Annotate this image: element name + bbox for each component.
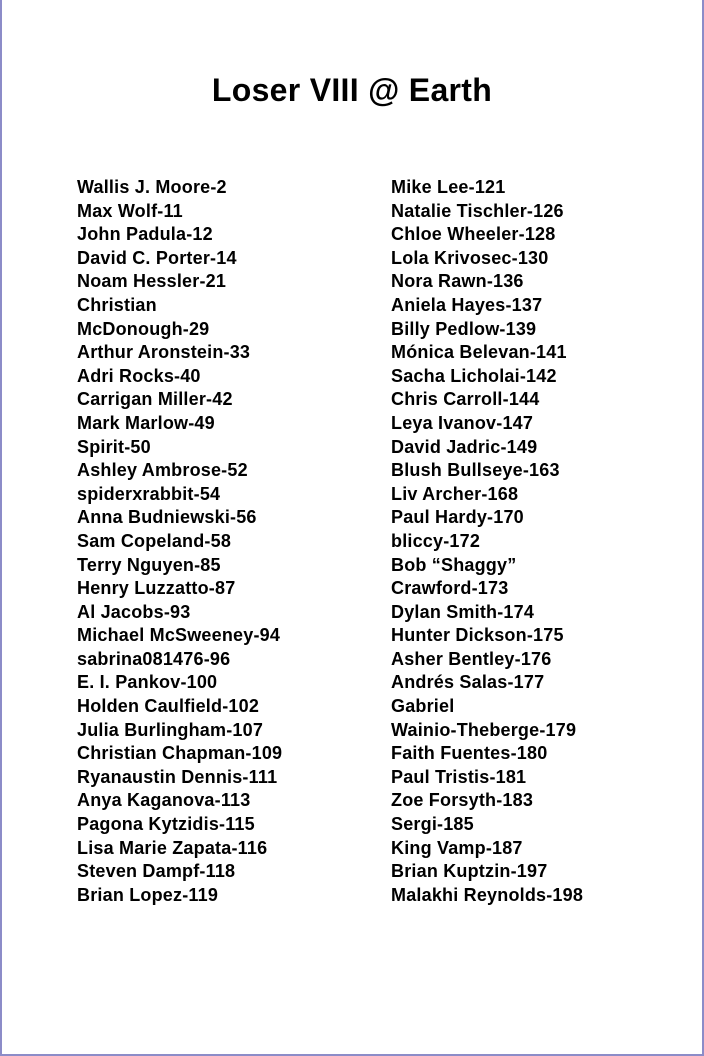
name-list-item: Sam Copeland-58 — [77, 530, 232, 551]
name-list-item: bliccy-172 — [391, 530, 481, 551]
name-list-item: Andrés Salas-177 — [391, 672, 545, 693]
name-list-item: Spirit-50 — [77, 436, 151, 457]
name-list-item: Lola Krivosec-130 — [391, 247, 549, 268]
name-list-item: Max Wolf-11 — [77, 200, 183, 221]
name-list-item: spiderxrabbit-54 — [77, 483, 221, 504]
name-list-item: Wainio-Theberge-179 — [391, 719, 577, 740]
name-list-item: Al Jacobs-93 — [77, 601, 191, 622]
name-list-item: Chris Carroll-144 — [391, 389, 540, 410]
name-list-item: Hunter Dickson-175 — [391, 625, 564, 646]
name-list-item: Paul Hardy-170 — [391, 507, 524, 528]
name-list-item: David Jadric-149 — [391, 436, 538, 457]
name-list-item: Chloe Wheeler-128 — [391, 224, 556, 245]
name-list-item: Malakhi Reynolds-198 — [391, 884, 584, 905]
name-list-item: Natalie Tischler-126 — [391, 200, 564, 221]
name-list-item: Noam Hessler-21 — [77, 271, 227, 292]
name-list-item: McDonough-29 — [77, 318, 210, 339]
name-list-item: Asher Bentley-176 — [391, 648, 552, 669]
name-list-item: Dylan Smith-174 — [391, 601, 535, 622]
name-list-item: Gabriel — [391, 696, 455, 717]
name-list-item: Zoe Forsyth-183 — [391, 790, 534, 811]
name-list-item: Blush Bullseye-163 — [391, 460, 560, 481]
name-list-item: sabrina081476-96 — [77, 648, 231, 669]
name-list-item: Liv Archer-168 — [391, 483, 519, 504]
name-list-item: Ashley Ambrose-52 — [77, 460, 248, 481]
name-list-item: Brian Lopez-119 — [77, 884, 219, 905]
name-list-item: Holden Caulfield-102 — [77, 696, 260, 717]
name-list-item: Leya Ivanov-147 — [391, 412, 534, 433]
name-list-item: Billy Pedlow-139 — [391, 318, 537, 339]
name-list-item: E. I. Pankov-100 — [77, 672, 218, 693]
name-list-item: David C. Porter-14 — [77, 247, 237, 268]
name-list-item: King Vamp-187 — [391, 837, 523, 858]
name-list-item: Henry Luzzatto-87 — [77, 578, 236, 599]
name-list-item: Sergi-185 — [391, 814, 474, 835]
name-list-item: Julia Burlingham-107 — [77, 719, 264, 740]
name-list-item: John Padula-12 — [77, 224, 213, 245]
name-list-item: Paul Tristis-181 — [391, 766, 527, 787]
name-list-item: Anna Budniewski-56 — [77, 507, 257, 528]
name-list-item: Bob “Shaggy” — [391, 554, 517, 575]
name-list-right-column — [391, 176, 691, 907]
name-list-item: Adri Rocks-40 — [77, 365, 201, 386]
name-list-item: Sacha Licholai-142 — [391, 365, 557, 386]
name-list-item: Faith Fuentes-180 — [391, 743, 548, 764]
name-list-item: Nora Rawn-136 — [391, 271, 524, 292]
name-list-item: Terry Nguyen-85 — [77, 554, 221, 575]
name-list-item: Steven Dampf-118 — [77, 861, 236, 882]
name-list-item: Pagona Kytzidis-115 — [77, 814, 255, 835]
name-list-item: Mónica Belevan-141 — [391, 342, 567, 363]
name-list-item: Aniela Hayes-137 — [391, 294, 543, 315]
name-list-item: Wallis J. Moore-2 — [77, 177, 227, 197]
name-list-item: Ryanaustin Dennis-111 — [77, 766, 278, 787]
name-list-item: Michael McSweeney-94 — [77, 625, 281, 646]
name-list-item: Carrigan Miller-42 — [77, 389, 233, 410]
page-title: Loser VIII @ Earth — [211, 72, 493, 108]
name-list-left-column — [77, 176, 377, 907]
name-list-item: Mike Lee-121 — [391, 177, 506, 197]
name-list-item: Christian Chapman-109 — [77, 743, 283, 764]
name-list-item: Christian — [77, 294, 157, 315]
name-list-item: Crawford-173 — [391, 578, 509, 599]
name-list-item: Anya Kaganova-113 — [77, 790, 251, 811]
name-list-item: Mark Marlow-49 — [77, 412, 215, 433]
name-list-item: Lisa Marie Zapata-116 — [77, 837, 268, 858]
name-list-item: Brian Kuptzin-197 — [391, 861, 548, 882]
name-list-item: Arthur Aronstein-33 — [77, 342, 251, 363]
